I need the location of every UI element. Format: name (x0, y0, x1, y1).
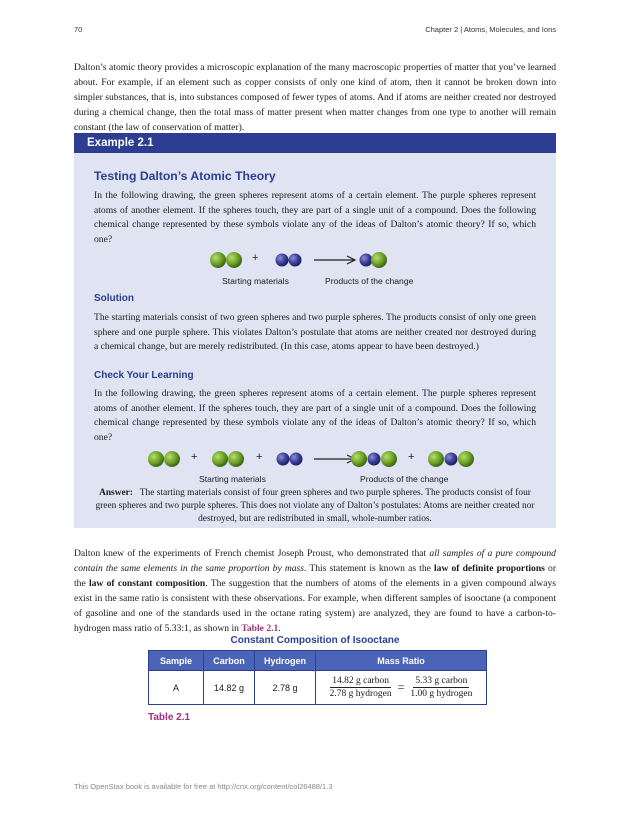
plus-sign: + (256, 451, 263, 463)
column-header: Sample (149, 651, 204, 671)
answer-label: Answer: (99, 488, 133, 498)
example-title: Testing Dalton’s Atomic Theory (94, 169, 276, 183)
cell-mass-ratio (316, 671, 487, 705)
running-header: Chapter 2 | Atoms, Molecules, and Ions (425, 25, 556, 34)
answer (94, 487, 536, 527)
figure-2-reaction (74, 446, 556, 474)
starting-materials-caption: Starting materials (199, 474, 266, 484)
key-term-constant-composition: law of constant composition (88, 578, 206, 589)
product-molecule (351, 451, 397, 467)
footer: This OpenStax book is available for free at http://cnx.org/content/col26488/1.3 (74, 782, 333, 791)
answer-text: The starting materials consist of four green spheres and two purple spheres. The products consist of four green spheres and two purple spheres. This does not violate any of Dalton’s postulates: Atoms are neither created nor destroyed, but are redistributed in small, whole-number ratios. (95, 488, 535, 525)
reaction-arrow (314, 455, 355, 463)
intro-paragraph: Dalton’s atomic theory provides a microscopic explanation of the many macroscopic properties of matter that you’ve learned about. For example, if an element such as copper consists of only one kind of atom, then it cannot be broken down into simpler substances, that is, into substances composed of fewer types of atoms. And if atoms are neither created nor destroyed during a chemical change, then the total mass of matter present when matter changes from one type to another will remain constant (the law of conservation of matter). (74, 62, 556, 133)
fraction (328, 676, 394, 699)
numerator: 14.82 g carbon (332, 676, 389, 686)
text-run: Dalton knew of the experiments of French chemist Joseph Proust, who demonstrated that (74, 548, 430, 559)
example-box (74, 133, 556, 528)
numerator: 5.33 g carbon (415, 676, 468, 686)
product-molecule (360, 252, 388, 268)
table-link[interactable]: Table 2.1 (241, 623, 279, 634)
starting-materials-caption: Starting materials (222, 276, 289, 286)
fraction (408, 676, 474, 699)
column-header: Mass Ratio (316, 651, 487, 671)
denominator: 1.00 g hydrogen (410, 689, 473, 699)
page-number: 70 (74, 25, 83, 34)
green-molecule (210, 252, 242, 268)
products-caption: Products of the change (360, 474, 449, 484)
green-molecule (212, 451, 244, 467)
text-run: . The suggestion that the numbers of atoms of the elements in a given compound always exist in the same ratio is consistent with these observations. For example, when different samples of isooctane (a component of gasoline and one of the standards used in the octane rating system) are analyzed, they are found to have a carbon-to-hydrogen mass ratio of 5.33:1, as shown in (74, 578, 557, 634)
italic-statement: all samples of a pure compound contain the same elements in the same proportion by mass (74, 548, 556, 574)
plus-sign: + (191, 451, 198, 463)
table-label: Table 2.1 (148, 712, 191, 723)
composition-table (148, 650, 487, 705)
proust-paragraph (74, 546, 556, 636)
products-caption: Products of the change (325, 276, 414, 286)
key-term-definite-proportions: law of definite proportions (434, 563, 545, 574)
table-header-row (149, 651, 487, 671)
cell-sample: A (149, 671, 204, 705)
example-problem: In the following drawing, the green spheres represent atoms of a certain element. The purple spheres represent atoms of another element. If the spheres touch, they are part of a single unit of a compound. Does the following chemical change represented by these symbols violate any of the ideas of Dalton’s atomic theory? If so, which one? (94, 190, 536, 245)
table-row (149, 671, 487, 705)
denominator: 2.78 g hydrogen (329, 689, 392, 699)
cell-carbon: 14.82 g (204, 671, 255, 705)
text-run: . (278, 623, 281, 634)
equals-sign: = (397, 680, 405, 694)
table-title: Constant Composition of Isooctane (230, 635, 400, 646)
example-label: Example 2.1 (74, 133, 556, 153)
check-heading: Check Your Learning (94, 370, 194, 381)
text-run: . This statement is known as the (304, 563, 434, 574)
solution-heading: Solution (94, 293, 134, 304)
plus-sign: + (252, 252, 259, 264)
cell-hydrogen: 2.78 g (255, 671, 316, 705)
reaction-arrow (314, 256, 355, 264)
check-text: In the following drawing, the green spheres represent atoms of a certain element. The purple spheres represent atoms of another element. If the spheres touch, they are part of a single unit of a compound. Does the following chemical change represented by these symbols violate any of the ideas of Dalton’s atomic theory? If so, which one? (94, 388, 536, 443)
text-run: or the (74, 563, 557, 589)
plus-sign: + (408, 451, 415, 463)
product-molecule (428, 451, 474, 467)
purple-molecule (277, 453, 303, 466)
figure-1-reaction (74, 247, 556, 275)
column-header: Hydrogen (255, 651, 316, 671)
purple-molecule (276, 254, 302, 267)
solution-text: The starting materials consist of two green spheres and two purple spheres. The products consist of only one green sphere and one purple sphere. This violates Dalton’s postulate that atoms are neither created nor destroyed during a chemical change, but are merely redistributed. (In this case, atoms appear to have been destroyed.) (94, 312, 536, 353)
column-header: Carbon (204, 651, 255, 671)
green-molecule (148, 451, 180, 467)
